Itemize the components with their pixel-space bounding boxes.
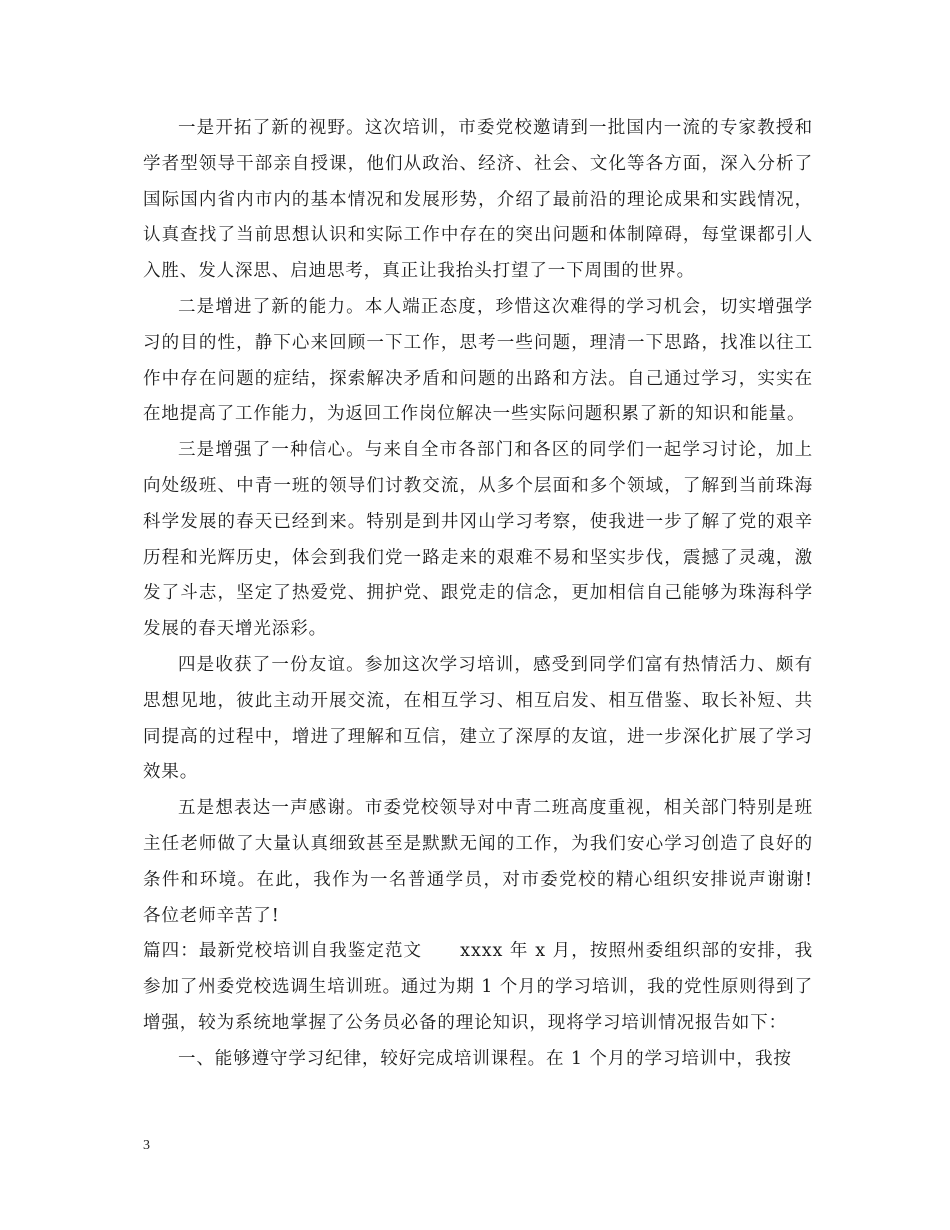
paragraph-last: 一、能够遵守学习纪律，较好完成培训课程。在 1 个月的学习培训中，我按 <box>178 1048 792 1069</box>
paragraph-4: 四是收获了一份友谊。参加这次学习培训，感受到同学们富有热情活力、颇有思想见地，彼此主动开展交流，在相互学习、相互启发、相互借鉴、取长补短、共同提高的过程中，增进了理解和互信，建立了深厚的友谊，进一步深化扩展了学习效果。 <box>143 654 813 783</box>
section-title: 篇四：最新党校培训自我鉴定范文 <box>143 941 423 962</box>
page-number: 3 <box>143 1138 150 1153</box>
paragraph-2: 二是增进了新的能力。本人端正态度，珍惜这次难得的学习机会，切实增强学习的目的性，静下心来回顾一下工作，思考一些问题，理清一下思路，找准以往工作中存在问题的症结，探索解决矛盾和问题的出路和方法。自己通过学习，实实在在地提高了工作能力，为返回工作岗位解决一些实际问题积累了新的知识和能量。 <box>143 296 813 425</box>
paragraph-3: 三是增强了一种信心。与来自全市各部门和各区的同学们一起学习讨论，加上向处级班、中青一班的领导们讨教交流，从多个层面和多个领域，了解到当前珠海科学发展的春天已经到来。特别是到井冈山学习考察，使我进一步了解了党的艰辛历程和光辉历史，体会到我们党一路走来的艰难不易和坚实步伐，震撼了灵魂，激发了斗志，坚定了热爱党、拥护党、跟党走的信念，更加相信自己能够为珠海科学发展的春天增光添彩。 <box>143 440 813 640</box>
paragraph-1: 一是开拓了新的视野。这次培训，市委党校邀请到一批国内一流的专家教授和学者型领导干部亲自授课，他们从政治、经济、社会、文化等各方面，深入分析了国际国内省内市内的基本情况和发展形势，介绍了最前沿的理论成果和实践情况，认真查找了当前思想认识和实际工作中存在的突出问题和体制障碍，每堂课都引人入胜、发人深思、启迪思考，真正让我抬头打望了一下周围的世界。 <box>143 118 813 282</box>
document-body <box>143 111 813 1078</box>
section-body: xxxx 年 x 月，按照州委组织部的安排，我参加了州委党校选调生培训班。通过为期 1 个月的学习培训，我的党性原则得到了增强，较为系统地掌握了公务员必备的理论知识，现将学习培训情况报告如下： <box>143 941 813 1033</box>
paragraph-5: 五是想表达一声感谢。市委党校领导对中青二班高度重视，相关部门特别是班主任老师做了大量认真细致甚至是默默无闻的工作，为我们安心学习创造了良好的条件和环境。在此，我作为一名普通学员，对市委党校的精心组织安排说声谢谢!各位老师辛苦了! <box>143 798 813 926</box>
section-paragraph <box>143 934 813 1041</box>
